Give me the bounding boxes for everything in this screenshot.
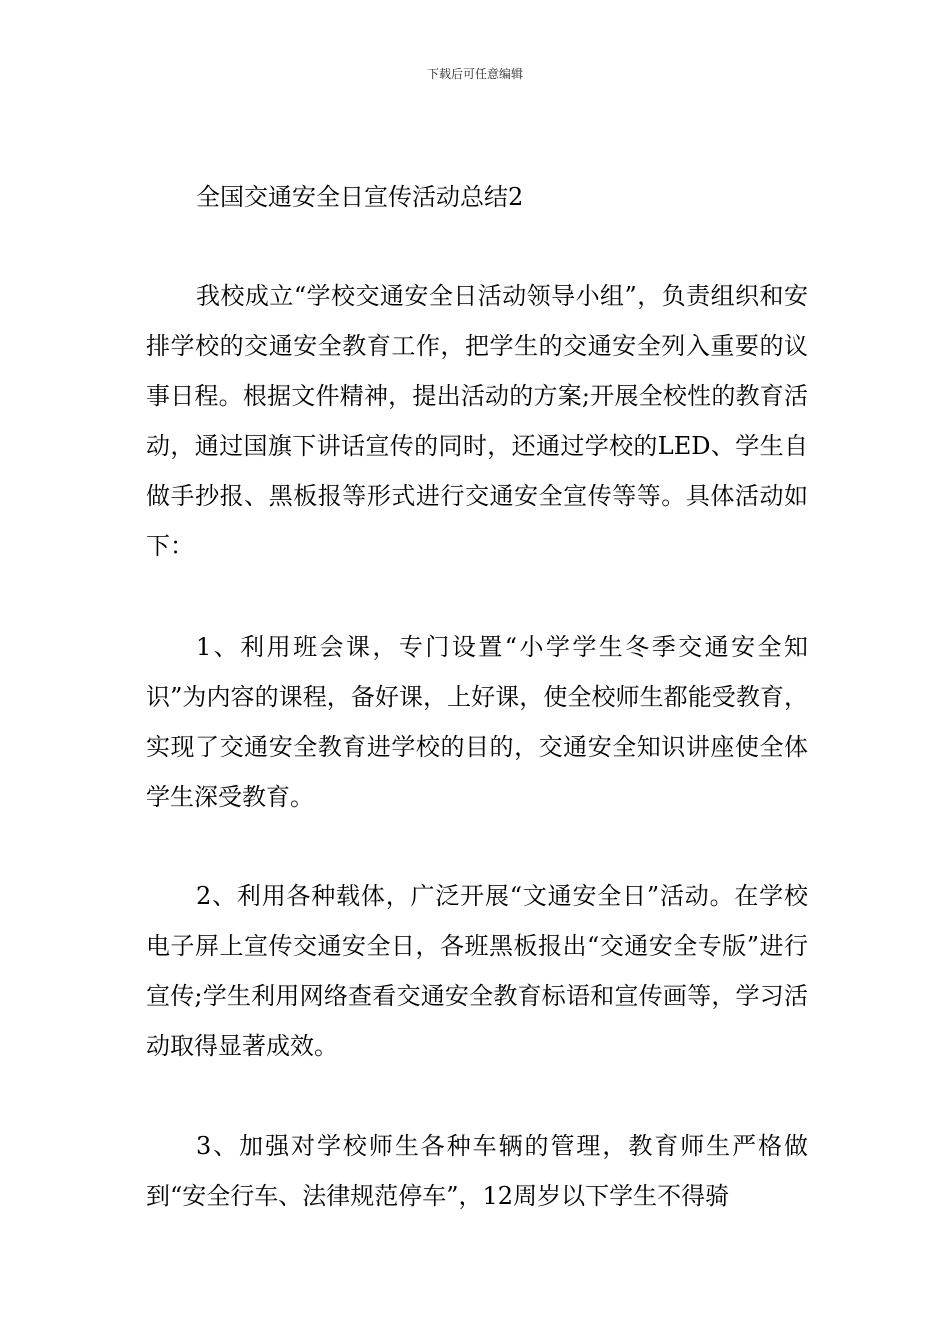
paragraph-item-3: 3、加强对学校师生各种车辆的管理，教育师生严格做到“安全行车、法律规范停车”，12周岁以下学生不得骑 xyxy=(146,1132,808,1210)
header-note: 下载后可任意编辑 xyxy=(426,67,523,81)
paragraph-intro: 我校成立“学校交通安全日活动领导小组”，负责组织和安排学校的交通安全教育工作，把学生的交通安全列入重要的议事日程。根据文件精神，提出活动的方案;开展全校性的教育活动，通过国旗下讲话宣传的同时，还通过学校的LED、学生自做手抄报、黑板报等形式进行交通安全宣传等等。具体活动如下： xyxy=(146,282,808,560)
paragraph-item-2: 2、利用各种载体，广泛开展“文通安全日”活动。在学校电子屏上宣传交通安全日，各班黑板报出“交通安全专版”进行宣传;学生利用网络查看交通安全教育标语和宣传画等，学习活动取得显著成效。 xyxy=(146,882,808,1060)
paragraph-item-1: 1、利用班会课，专门设置“小学学生冬季交通安全知识”为内容的课程，备好课，上好课，使全校师生都能受教育，实现了交通安全教育进学校的目的，交通安全知识讲座使全体学生深受教育。 xyxy=(146,633,808,811)
document-title: 全国交通安全日宣传活动总结2 xyxy=(196,183,524,211)
